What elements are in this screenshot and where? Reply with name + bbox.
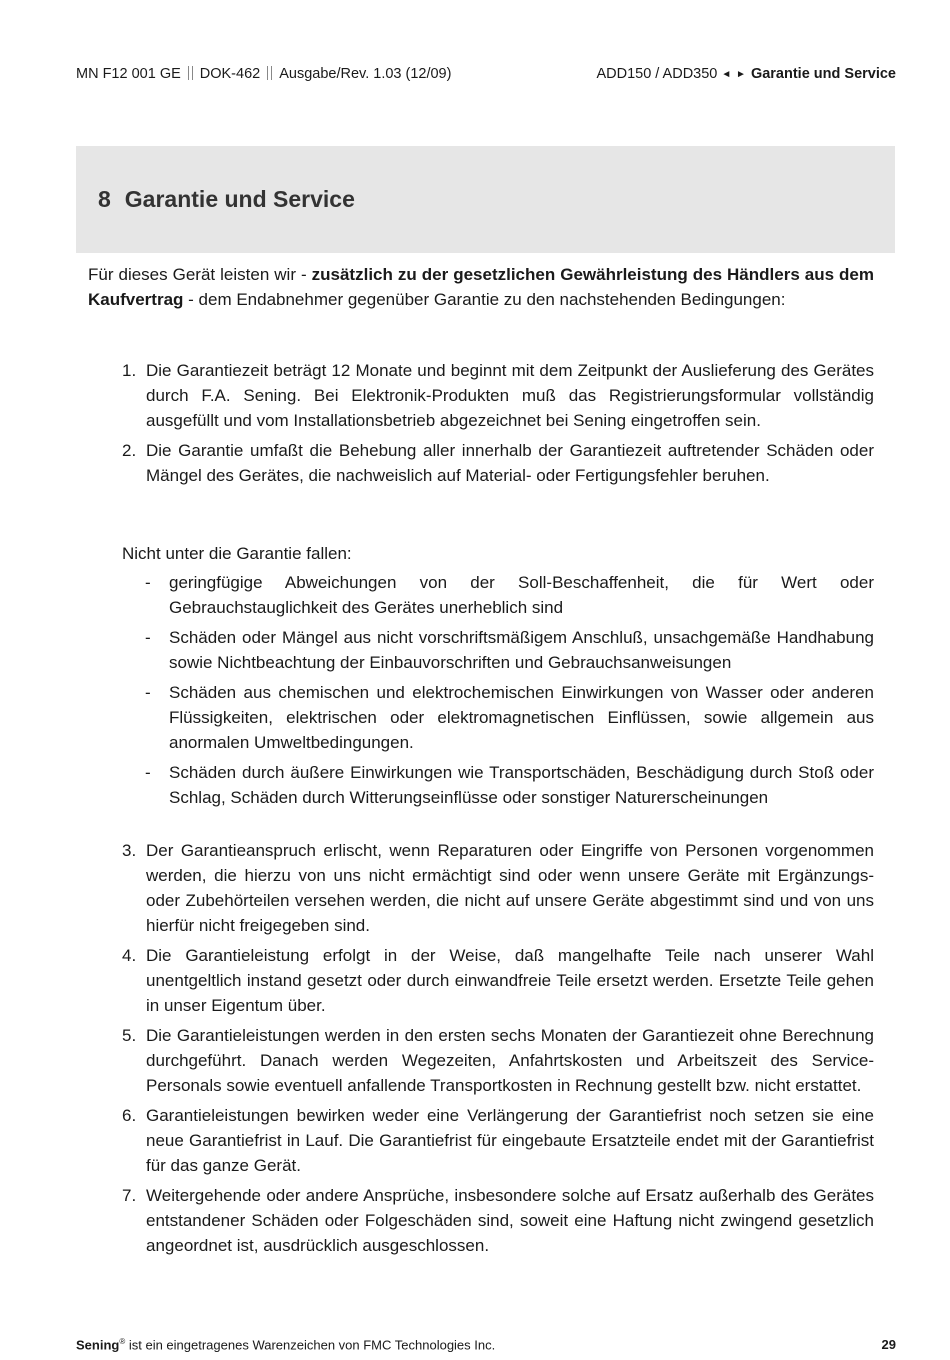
dash-bullet: -: [145, 573, 151, 592]
list-item: [122, 1183, 874, 1258]
exclusion-item: [145, 680, 874, 755]
item-number: 6.: [122, 1106, 137, 1125]
header-revision: Ausgabe/Rev. 1.03 (12/09): [279, 66, 452, 82]
exclusions-list: [145, 570, 874, 815]
footer-trademark-text: ist ein eingetragenes Warenzeichen von FMC Technologies Inc.: [125, 1337, 496, 1353]
exclusion-item: [145, 760, 874, 810]
header-dok: DOK-462: [199, 66, 261, 82]
page-footer: [76, 1337, 896, 1352]
exclusion-item: [145, 625, 874, 675]
item-number: 1.: [122, 361, 137, 380]
item-number: 2.: [122, 441, 137, 460]
header-models: ADD150 / ADD350: [596, 66, 718, 82]
warranty-conditions-list-top: [122, 358, 874, 493]
item-number: 5.: [122, 1026, 137, 1045]
intro-text-1: Für dieses Gerät leisten wir -: [88, 265, 312, 284]
nav-arrows-icon: ◄ ►: [721, 69, 747, 80]
header-separator: [267, 66, 272, 80]
item-text: Garantieleistungen bewirken weder eine Verlängerung der Garantiefrist noch setzen sie eine neue Garantiefrist in Lauf. Die Garantiefrist für eingebaute Ersatzteile endet mit der Garantiefrist für das ganze Gerät.: [146, 1106, 874, 1175]
header-separator: [188, 66, 193, 80]
exclusion-text: geringfügige Abweichungen von der Soll-Beschaffenheit, die für Wert oder Gebrauchstauglichkeit des Gerätes unerheblich sind: [169, 573, 874, 617]
header-doc-info: [76, 66, 451, 82]
exclusion-text: Schäden durch äußere Einwirkungen wie Transportschäden, Beschädigung durch Stoß oder Schlag, Schäden durch Witterungseinflüsse oder sonstiger Naturerscheinungen: [169, 763, 874, 807]
exclusion-text: Schäden aus chemischen und elektrochemischen Einwirkungen von Wasser oder anderen Flüssigkeiten, elektrischen oder elektromagnetischen Einflüssen, sowie allgemein aus anormalen Umweltbedingungen.: [169, 683, 874, 752]
page-header: [76, 66, 896, 86]
item-text: Die Garantieleistungen werden in den ersten sechs Monaten der Garantiezeit ohne Berechnung durchgeführt. Danach werden Wegezeiten, Anfahrtskosten und Arbeitszeit des Service-Personals sowie eventuell anfallende Transportkosten in Rechnung gestellt bzw. nicht erstattet.: [146, 1026, 874, 1095]
section-heading-bar: [76, 146, 895, 253]
item-text: Die Garantiezeit beträgt 12 Monate und beginnt mit dem Zeitpunkt der Auslieferung des Gerätes durch F.A. Sening. Bei Elektronik-Produkten muß das Registrierungsformular vollständig ausgefüllt und vom Installationsbetrieb abgezeichnet bei Sening eingetroffen sein.: [146, 361, 874, 430]
item-number: 3.: [122, 841, 137, 860]
intro-text-2: - dem Endabnehmer gegenüber Garantie zu den nachstehenden Bedingungen:: [183, 290, 786, 309]
header-section-name: Garantie und Service: [750, 66, 896, 82]
list-item: [122, 438, 874, 488]
section-title-text: Garantie und Service: [124, 186, 355, 212]
list-item: [122, 943, 874, 1018]
item-number: 4.: [122, 946, 137, 965]
section-number: 8: [98, 186, 111, 212]
item-text: Weitergehende oder andere Ansprüche, insbesondere solche auf Ersatz außerhalb des Gerätes entstandener Schäden oder Folgeschäden sind, soweit eine Haftung nicht zwingend gesetzlich angeordnet ist, ausdrücklich ausgeschlossen.: [146, 1186, 874, 1255]
section-title: [98, 186, 355, 213]
intro-bold-text: zusätzlich zu der gesetzlichen Gewährleistung des Händlers aus dem Kaufvertrag: [88, 265, 875, 309]
exclusion-text: Schäden oder Mängel aus nicht vorschriftsmäßigem Anschluß, unsachgemäße Handhabung sowie Nichtbeachtung der Einbauvorschriften und Gebrauchsanweisungen: [169, 628, 874, 672]
dash-bullet: -: [145, 683, 151, 702]
registered-mark: ®: [119, 1337, 126, 1346]
dash-bullet: -: [145, 763, 151, 782]
list-item: [122, 1023, 874, 1098]
item-text: Der Garantieanspruch erlischt, wenn Reparaturen oder Eingriffe von Personen vorgenommen werden, die hierzu von uns nicht ermächtigt sind oder wenn unsere Geräte mit Ergänzungs- oder Zubehörteilen versehen werden, die nicht auf unsere Geräte abgestimmt sind und von uns hierfür nicht freigegeben sind.: [146, 841, 874, 935]
list-item: [122, 838, 874, 938]
page-number: 29: [881, 1337, 896, 1352]
warranty-conditions-list-bottom: [122, 838, 874, 1263]
item-text: Die Garantieleistung erfolgt in der Weise, daß mangelhafte Teile nach unserer Wahl unentgeltlich instand gesetzt oder durch einwandfreie Teile ersetzt werden. Ersetzte Teile gehen in unser Eigentum über.: [146, 946, 874, 1015]
exclusion-item: [145, 570, 874, 620]
header-section-info: [596, 66, 896, 82]
list-item: [122, 1103, 874, 1178]
item-number: 7.: [122, 1186, 137, 1205]
intro-paragraph: [88, 262, 874, 312]
header-doc-id: MN F12 001 GE: [76, 66, 181, 82]
dash-bullet: -: [145, 628, 151, 647]
exclusions-heading: Nicht unter die Garantie fallen:: [122, 544, 352, 563]
item-text: Die Garantie umfaßt die Behebung aller innerhalb der Garantiezeit auftretender Schäden oder Mängel des Gerätes, die nachweislich auf Material- oder Fertigungsfehler beruhen.: [146, 441, 874, 485]
footer-brand: Sening: [76, 1337, 120, 1353]
list-item: [122, 358, 874, 433]
